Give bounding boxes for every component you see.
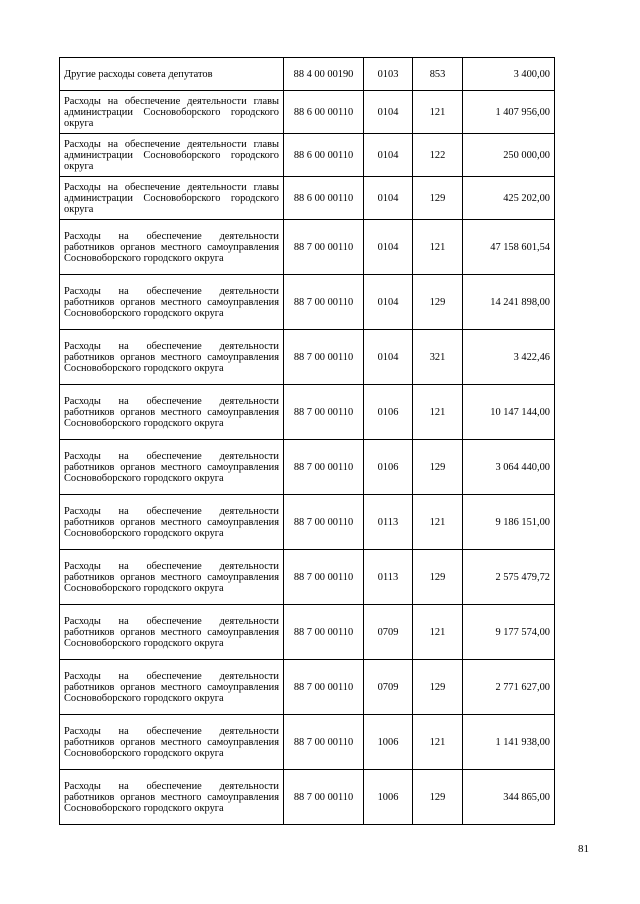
table-row: [60, 715, 555, 770]
expense-type-cell: 321: [413, 330, 463, 385]
expense-name-cell: Расходы на обеспечение деятельности главы администрации Сосновоборского городского округа: [60, 177, 284, 220]
expense-type-cell: 129: [413, 660, 463, 715]
target-article-cell: 88 6 00 00110: [284, 91, 364, 134]
target-article-cell: 88 7 00 00110: [284, 330, 364, 385]
amount-cell: 344 865,00: [463, 770, 555, 825]
amount-cell: 9 186 151,00: [463, 495, 555, 550]
section-code-cell: 0113: [364, 550, 413, 605]
target-article-cell: 88 7 00 00110: [284, 770, 364, 825]
expense-name-cell: Расходы на обеспечение деятельности работников органов местного самоуправления Сосновоборского городского округа: [60, 605, 284, 660]
expense-name-cell: Расходы на обеспечение деятельности работников органов местного самоуправления Сосновоборского городского округа: [60, 220, 284, 275]
section-code-cell: 0104: [364, 220, 413, 275]
section-code-cell: 0103: [364, 58, 413, 91]
amount-cell: 47 158 601,54: [463, 220, 555, 275]
target-article-cell: 88 7 00 00110: [284, 715, 364, 770]
budget-table: [59, 57, 555, 825]
target-article-cell: 88 7 00 00110: [284, 660, 364, 715]
amount-cell: 1 407 956,00: [463, 91, 555, 134]
expense-name-cell: Расходы на обеспечение деятельности работников органов местного самоуправления Сосновоборского городского округа: [60, 275, 284, 330]
section-code-cell: 1006: [364, 770, 413, 825]
table-row: [60, 177, 555, 220]
amount-cell: 10 147 144,00: [463, 385, 555, 440]
section-code-cell: 0113: [364, 495, 413, 550]
section-code-cell: 0104: [364, 134, 413, 177]
table-row: [60, 770, 555, 825]
section-code-cell: 0104: [364, 330, 413, 385]
table-row: [60, 495, 555, 550]
section-code-cell: 1006: [364, 715, 413, 770]
expense-type-cell: 121: [413, 385, 463, 440]
section-code-cell: 0104: [364, 177, 413, 220]
target-article-cell: 88 6 00 00110: [284, 134, 364, 177]
section-code-cell: 0104: [364, 275, 413, 330]
table-row: [60, 385, 555, 440]
target-article-cell: 88 7 00 00110: [284, 385, 364, 440]
expense-type-cell: 853: [413, 58, 463, 91]
expense-type-cell: 129: [413, 440, 463, 495]
page-number: 81: [578, 843, 589, 855]
expense-name-cell: Расходы на обеспечение деятельности главы администрации Сосновоборского городского округа: [60, 91, 284, 134]
table-row: [60, 220, 555, 275]
table-row: [60, 550, 555, 605]
target-article-cell: 88 7 00 00110: [284, 605, 364, 660]
section-code-cell: 0709: [364, 605, 413, 660]
target-article-cell: 88 4 00 00190: [284, 58, 364, 91]
target-article-cell: 88 7 00 00110: [284, 495, 364, 550]
expense-name-cell: Расходы на обеспечение деятельности работников органов местного самоуправления Сосновоборского городского округа: [60, 495, 284, 550]
expense-type-cell: 122: [413, 134, 463, 177]
section-code-cell: 0709: [364, 660, 413, 715]
expense-name-cell: Расходы на обеспечение деятельности работников органов местного самоуправления Сосновоборского городского округа: [60, 330, 284, 385]
expense-type-cell: 121: [413, 605, 463, 660]
target-article-cell: 88 6 00 00110: [284, 177, 364, 220]
amount-cell: 2 771 627,00: [463, 660, 555, 715]
table-row: [60, 330, 555, 385]
expense-name-cell: Расходы на обеспечение деятельности работников органов местного самоуправления Сосновоборского городского округа: [60, 770, 284, 825]
section-code-cell: 0106: [364, 385, 413, 440]
amount-cell: 2 575 479,72: [463, 550, 555, 605]
expense-type-cell: 121: [413, 495, 463, 550]
expense-name-cell: Расходы на обеспечение деятельности главы администрации Сосновоборского городского округа: [60, 134, 284, 177]
expense-name-cell: Другие расходы совета депутатов: [60, 58, 284, 91]
expense-name-cell: Расходы на обеспечение деятельности работников органов местного самоуправления Сосновоборского городского округа: [60, 440, 284, 495]
amount-cell: 1 141 938,00: [463, 715, 555, 770]
table-row: [60, 660, 555, 715]
expense-name-cell: Расходы на обеспечение деятельности работников органов местного самоуправления Сосновоборского городского округа: [60, 385, 284, 440]
expense-name-cell: Расходы на обеспечение деятельности работников органов местного самоуправления Сосновоборского городского округа: [60, 550, 284, 605]
expense-type-cell: 121: [413, 91, 463, 134]
amount-cell: 425 202,00: [463, 177, 555, 220]
amount-cell: 9 177 574,00: [463, 605, 555, 660]
expense-type-cell: 129: [413, 177, 463, 220]
expense-type-cell: 121: [413, 220, 463, 275]
table-row: [60, 440, 555, 495]
amount-cell: 250 000,00: [463, 134, 555, 177]
target-article-cell: 88 7 00 00110: [284, 275, 364, 330]
expense-name-cell: Расходы на обеспечение деятельности работников органов местного самоуправления Сосновоборского городского округа: [60, 660, 284, 715]
table-row: [60, 275, 555, 330]
amount-cell: 14 241 898,00: [463, 275, 555, 330]
target-article-cell: 88 7 00 00110: [284, 220, 364, 275]
budget-table-body: [60, 58, 555, 825]
amount-cell: 3 422,46: [463, 330, 555, 385]
section-code-cell: 0106: [364, 440, 413, 495]
target-article-cell: 88 7 00 00110: [284, 440, 364, 495]
expense-type-cell: 129: [413, 550, 463, 605]
expense-type-cell: 129: [413, 275, 463, 330]
table-row: [60, 134, 555, 177]
table-row: [60, 91, 555, 134]
target-article-cell: 88 7 00 00110: [284, 550, 364, 605]
table-row: [60, 58, 555, 91]
expense-name-cell: Расходы на обеспечение деятельности работников органов местного самоуправления Сосновоборского городского округа: [60, 715, 284, 770]
expense-type-cell: 129: [413, 770, 463, 825]
amount-cell: 3 064 440,00: [463, 440, 555, 495]
amount-cell: 3 400,00: [463, 58, 555, 91]
expense-type-cell: 121: [413, 715, 463, 770]
section-code-cell: 0104: [364, 91, 413, 134]
table-row: [60, 605, 555, 660]
